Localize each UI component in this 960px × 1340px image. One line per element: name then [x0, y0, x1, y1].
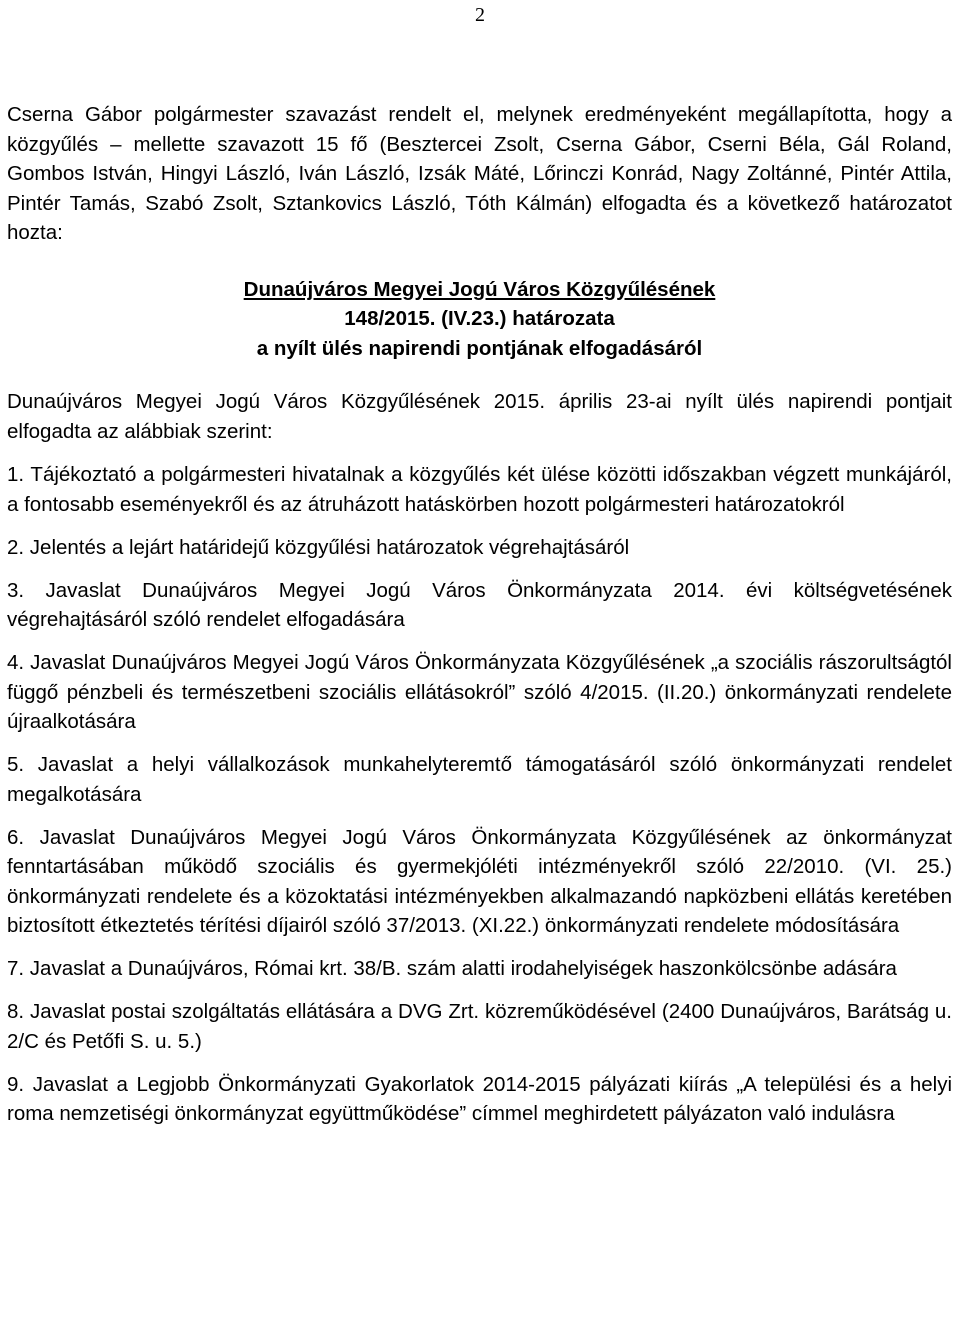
- agenda-item: 4. Javaslat Dunaújváros Megyei Jogú Város Önkormányzata Közgyűlésének „a szociális rászorultságtól függő pénzbeli és természetbeni szociális ellátásokról” szóló 4/2015. (II.20.) önkormányzati rendelete újraalkotására: [7, 651, 952, 733]
- page-number: 2: [475, 4, 485, 26]
- heading-line-resolution-number: 148/2015. (IV.23.) határozata: [344, 307, 615, 330]
- agenda-item: 5. Javaslat a helyi vállalkozások munkahelyteremtő támogatásáról szóló önkormányzati rendelet megalkotására: [7, 753, 952, 806]
- agenda-item: 7. Javaslat a Dunaújváros, Római krt. 38/B. szám alatti irodahelyiségek haszonkölcsönbe adására: [7, 957, 897, 980]
- agenda-item: 6. Javaslat Dunaújváros Megyei Jogú Város Önkormányzata Közgyűlésének az önkormányzat fenntartásában működő szociális és gyermekjóléti intézményekről szóló 22/2010. (VI. 25.) önkormányzati rendelete és a közoktatási intézményekben alkalmazandó napközbeni ellátás keretében biztosított étkeztetés térítési díjairól szóló 37/2013. (XI.22.) önkormányzati rendelete módosítására: [7, 825, 952, 937]
- agenda-item: 2. Jelentés a lejárt határidejű közgyűlési határozatok végrehajtásáról: [7, 535, 630, 559]
- agenda-list: [7, 460, 952, 1129]
- intro-paragraph: Cserna Gábor polgármester szavazást rendelt el, melynek eredményeként megállapította, hogy a közgyűlés – mellette szavazott 15 fő (Besztercei Zsolt, Cserna Gábor, Cserni Béla, Gál Roland, Gombos István, Hingyi László, Iván László, Izsák Máté, Lőrinczi Konrád, Nagy Zoltánné, Pintér Attila, Pintér Tamás, Szabó Zsolt, Sztankovics László, Tóth Kálmán) elfogadta és a következő határozatot hozta:: [7, 103, 952, 244]
- agenda-item: 3. Javaslat Dunaújváros Megyei Jogú Város Önkormányzata 2014. évi költségvetésének végrehajtásáról szóló rendelet elfogadására: [7, 578, 952, 631]
- heading-line-assembly: Dunaújváros Megyei Jogú Város Közgyűlésének: [243, 277, 716, 301]
- agenda-item: 1. Tájékoztató a polgármesteri hivatalnak a közgyűlés két ülése közötti időszakban végzett munkájáról, a fontosabb eseményekről és az átruházott hatáskörben hozott polgármesteri határozatokról: [7, 463, 952, 516]
- resolution-text: Dunaújváros Megyei Jogú Város Közgyűlésének 2015. április 23-ai nyílt ülés napirendi pontjait elfogadta az alábbiak szerint:: [7, 390, 952, 443]
- agenda-item: 8. Javaslat postai szolgáltatás ellátására a DVG Zrt. közreműködésével (2400 Dunaújváros, Barátság u. 2/C és Petőfi S. u. 5.): [7, 1000, 952, 1053]
- document-body: [7, 100, 952, 1142]
- heading-line-subject: a nyílt ülés napirendi pontjának elfogadásáról: [256, 336, 703, 360]
- resolution-heading: [7, 275, 952, 364]
- agenda-item: 9. Javaslat a Legjobb Önkormányzati Gyakorlatok 2014-2015 pályázati kiírás „A települési és a helyi roma nemzetiségi önkormányzat együttműködése” címmel meghirdetett pályázaton való indulásra: [7, 1072, 952, 1125]
